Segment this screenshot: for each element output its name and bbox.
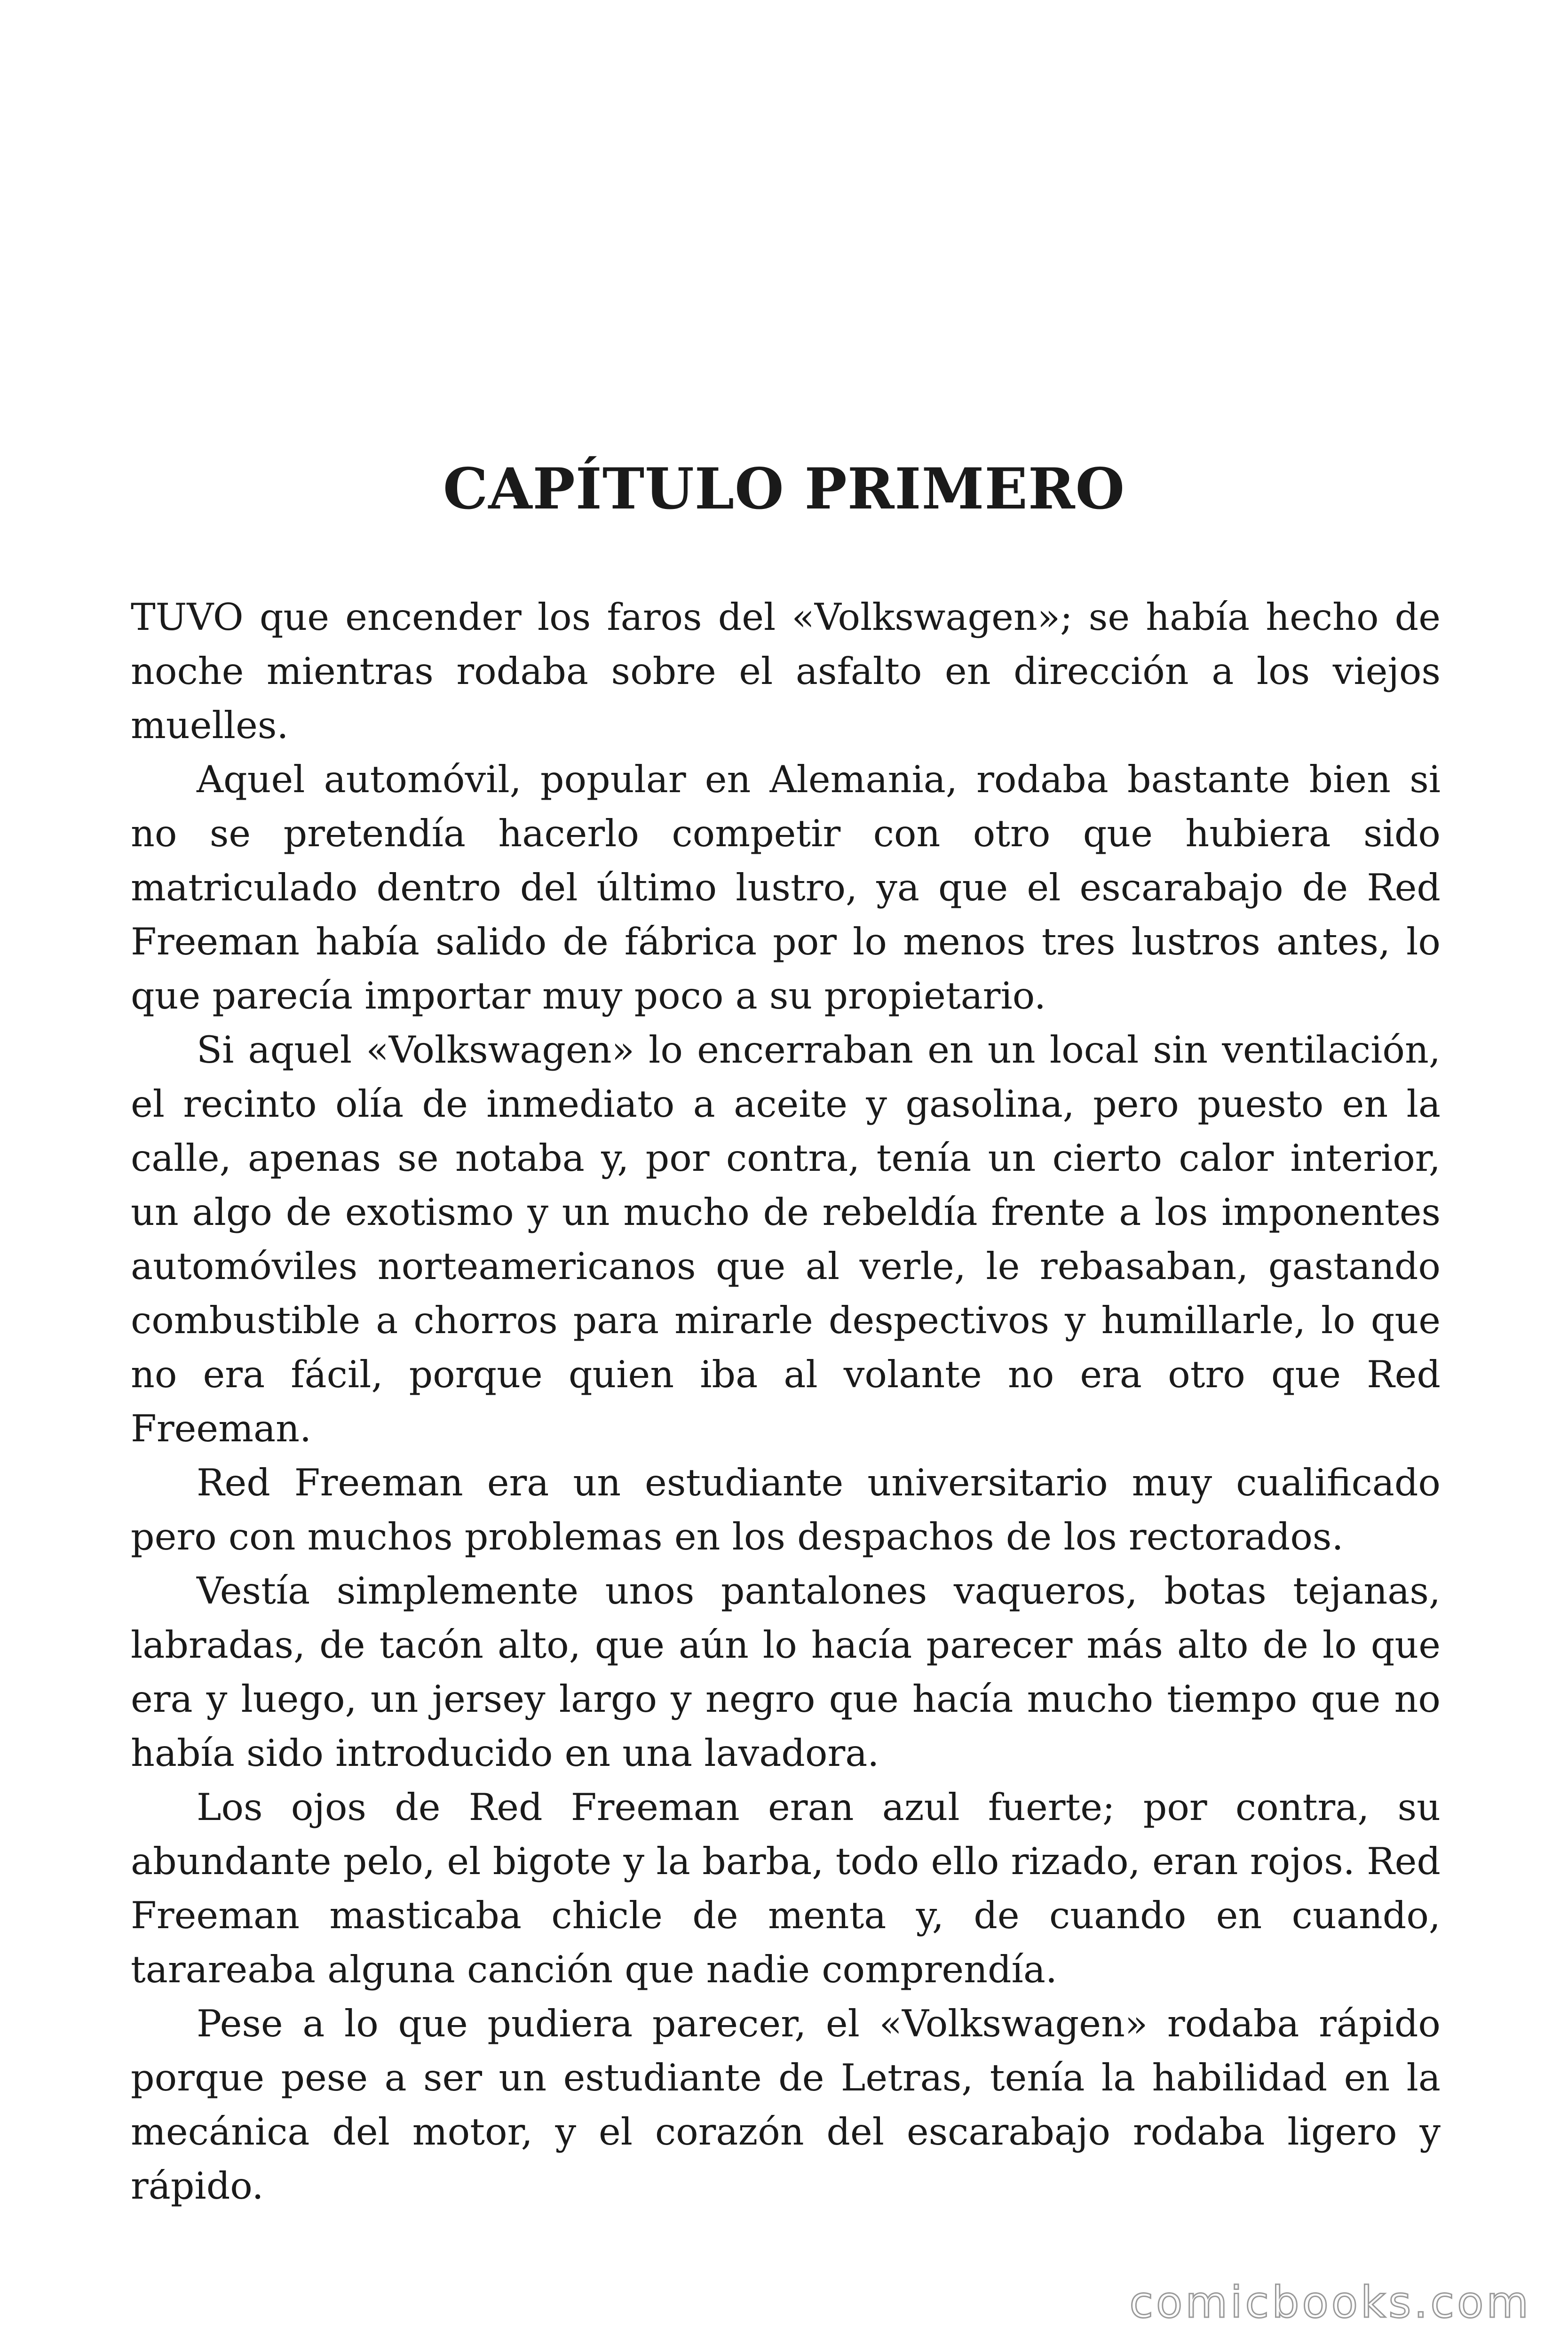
watermark: comicbooks.com bbox=[1129, 2277, 1531, 2328]
paragraph: Red Freeman era un estudiante universitario muy cualificado pero con muchos problemas en los despachos de los rectorados. bbox=[131, 1461, 1441, 1558]
paragraph: Vestía simplemente unos pantalones vaqueros, botas tejanas, labradas, de tacón alto, que aún lo hacía parecer más alto de lo que era y luego, un jersey largo y negro que hacía mucho tiempo que no había sido introducido en una lavadora. bbox=[131, 1569, 1441, 1775]
chapter-title: CAPÍTULO PRIMERO bbox=[443, 456, 1125, 522]
paragraph: Pese a lo que pudiera parecer, el «Volkswagen» rodaba rápido porque pese a ser un estudiante de Letras, tenía la habilidad en la mecánica del motor, y el corazón del escarabajo rodaba ligero y rápido. bbox=[131, 2002, 1441, 2208]
paragraph: Aquel automóvil, popular en Alemania, rodaba bastante bien si no se pretendía hacerlo competir con otro que hubiera sido matriculado dentro del último lustro, ya que el escarabajo de Red Freeman había salido de fábrica por lo menos tres lustros antes, lo que parecía importar muy poco a su propietario. bbox=[131, 758, 1441, 1017]
paragraph: Si aquel «Volkswagen» lo encerraban en un local sin ventilación, el recinto olía de inmediato a aceite y gasolina, pero puesto en la calle, apenas se notaba y, por contra, tenía un cierto calor interior, un algo de exotismo y un mucho de rebeldía frente a los imponentes automóviles norteamericanos que al verle, le rebasaban, gastando combustible a chorros para mirarle despectivos y humillarle, lo que no era fácil, porque quien iba al volante no era otro que Red Freeman. bbox=[131, 1028, 1441, 1450]
paragraph: Los ojos de Red Freeman eran azul fuerte; por contra, su abundante pelo, el bigote y la barba, todo ello rizado, eran rojos. Red Freeman masticaba chicle de menta y, de cuando en cuando, tarareaba alguna canción que nadie comprendía. bbox=[131, 1786, 1441, 1991]
paragraph: TUVO que encender los faros del «Volkswagen»; se había hecho de noche mientras rodaba sobre el asfalto en dirección a los viejos muelles. bbox=[131, 596, 1441, 747]
chapter-body bbox=[131, 590, 1441, 2213]
